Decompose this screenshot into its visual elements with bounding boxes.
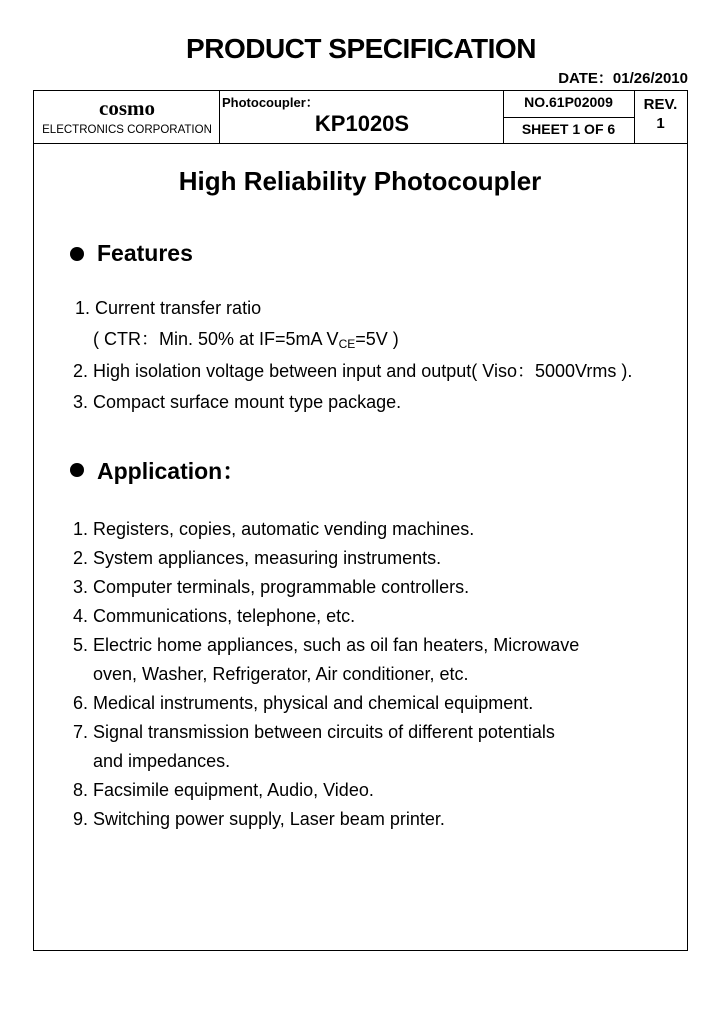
feature-item: ( CTR：Min. 50% at IF=5mA $V_{CE}=5V$ ) xyxy=(93,329,399,351)
application-item: 4. Communications, telephone, etc. xyxy=(73,606,356,626)
company-full-name: ELECTRONICS CORPORATION xyxy=(42,124,212,136)
application-item: 3. Computer terminals, programmable controllers. xyxy=(73,577,470,597)
product-model: KP1020S xyxy=(314,111,410,136)
company-logo-text: cosmo xyxy=(99,96,155,120)
feature-item: 2. High isolation voltage between input and output( Viso：5000Vrms ). xyxy=(73,361,633,381)
application-item: oven, Washer, Refrigerator, Air conditioner, etc. xyxy=(93,664,469,684)
application-item: 5. Electric home appliances, such as oil fan heaters, Microwave xyxy=(73,635,580,655)
feature-item: 1. Current transfer ratio xyxy=(75,298,262,318)
application-item: 8. Facsimile equipment, Audio, Video. xyxy=(73,780,374,800)
application-item: 2. System appliances, measuring instruments. xyxy=(73,548,442,568)
application-item: 1. Registers, copies, automatic vending machines. xyxy=(73,519,475,539)
features-section-heading xyxy=(70,240,193,267)
application-title: Application： xyxy=(97,458,246,484)
product-category: Photocoupler： xyxy=(222,95,319,110)
header-divider-4 xyxy=(503,117,634,118)
document-date: DATE：01/26/2010 xyxy=(558,70,688,87)
bullet-icon xyxy=(70,247,84,261)
document-title: PRODUCT SPECIFICATION xyxy=(186,33,536,64)
application-item: 6. Medical instruments, physical and chemical equipment. xyxy=(73,693,534,713)
application-item: 9. Switching power supply, Laser beam printer. xyxy=(73,809,445,829)
features-title: Features xyxy=(97,240,193,266)
application-section-heading xyxy=(70,453,245,486)
page-heading: High Reliability Photocoupler xyxy=(178,166,542,196)
revision-value: 1 xyxy=(656,115,665,132)
header-divider-1 xyxy=(219,90,220,143)
feature-item: 3. Compact surface mount type package. xyxy=(73,392,402,412)
application-item: 7. Signal transmission between circuits of different potentials xyxy=(73,722,555,742)
application-item: and impedances. xyxy=(93,751,231,771)
document-number: NO.61P02009 xyxy=(524,94,613,110)
header-divider xyxy=(33,143,688,144)
bullet-icon xyxy=(70,463,84,477)
revision-label: REV. xyxy=(643,96,678,113)
sheet-number: SHEET 1 OF 6 xyxy=(521,121,616,137)
